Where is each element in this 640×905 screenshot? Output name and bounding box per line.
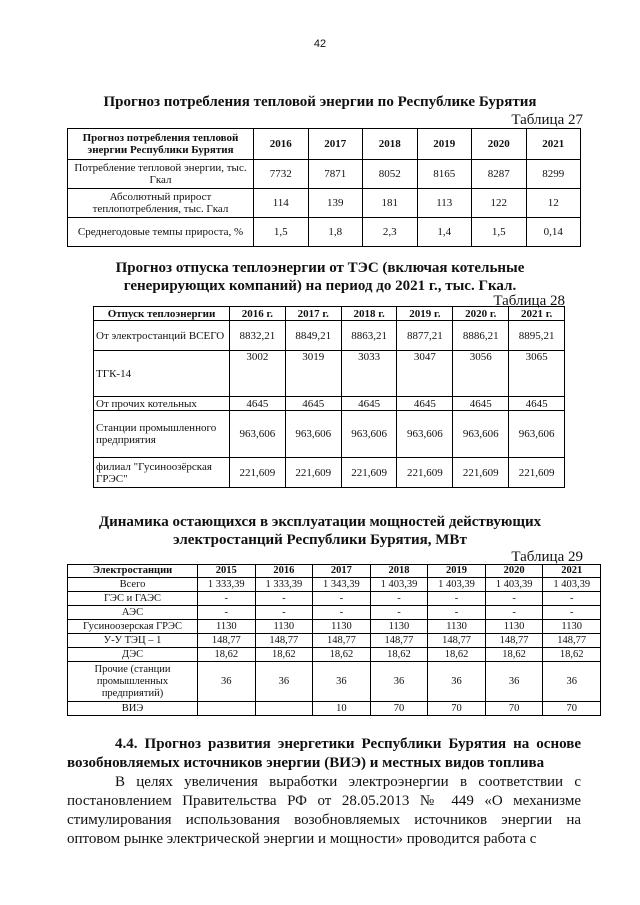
cell: 148,77 bbox=[255, 634, 313, 648]
table29-year: 2016 bbox=[255, 565, 313, 578]
cell: 221,609 bbox=[341, 458, 397, 488]
cell: 70 bbox=[428, 702, 486, 716]
cell: 70 bbox=[543, 702, 601, 716]
cell: 4645 bbox=[341, 397, 397, 411]
cell: 4645 bbox=[285, 397, 341, 411]
table27-year: 2020 bbox=[472, 129, 527, 160]
cell: - bbox=[543, 592, 601, 606]
row-label: ВИЭ bbox=[68, 702, 198, 716]
cell: 148,77 bbox=[313, 634, 371, 648]
cell: 8849,21 bbox=[285, 321, 341, 351]
table29-year: 2019 bbox=[428, 565, 486, 578]
row-label: Потребление тепловой энергии, тыс. Гкал bbox=[68, 160, 254, 189]
table29-year: 2015 bbox=[198, 565, 256, 578]
table-row bbox=[94, 397, 565, 411]
cell: - bbox=[313, 606, 371, 620]
cell: 148,77 bbox=[428, 634, 486, 648]
cell: 114 bbox=[254, 189, 309, 218]
cell: 1,8 bbox=[308, 218, 363, 247]
table-row bbox=[68, 606, 601, 620]
table-row bbox=[94, 458, 565, 488]
table29 bbox=[67, 564, 601, 716]
cell: 1130 bbox=[428, 620, 486, 634]
row-label: От прочих котельных bbox=[94, 397, 230, 411]
table29-year: 2018 bbox=[370, 565, 428, 578]
cell: - bbox=[198, 606, 256, 620]
table-row bbox=[68, 702, 601, 716]
table29-title-line2: электростанций Республики Бурятия, МВт bbox=[173, 532, 467, 548]
cell: 8886,21 bbox=[453, 321, 509, 351]
cell: - bbox=[428, 606, 486, 620]
cell: 148,77 bbox=[370, 634, 428, 648]
cell: 221,609 bbox=[453, 458, 509, 488]
cell: 963,606 bbox=[341, 411, 397, 458]
cell: 1130 bbox=[370, 620, 428, 634]
cell: 0,14 bbox=[526, 218, 581, 247]
cell: 18,62 bbox=[543, 648, 601, 662]
table-row bbox=[68, 620, 601, 634]
section-paragraph: В целях увеличения выработки электроэнергии в соответствии с постановлением Правительства РФ от 28.05.2013 № 449 «О механизме стимулирования использования возобновляемых источников энергии на оптовом рынке электрической энергии и мощности» проводится работа с bbox=[67, 774, 581, 847]
row-label: У-У ТЭЦ – 1 bbox=[68, 634, 198, 648]
table29-year: 2021 bbox=[543, 565, 601, 578]
table29-header-row bbox=[68, 565, 601, 578]
cell: 7732 bbox=[254, 160, 309, 189]
cell: 963,606 bbox=[397, 411, 453, 458]
cell: - bbox=[255, 592, 313, 606]
table27-year: 2016 bbox=[254, 129, 309, 160]
section-heading: 4.4. Прогноз развития энергетики Республики Бурятия на основе возобновляемых источников энергии (ВИЭ) и местных видов топлива bbox=[67, 736, 581, 771]
table28-caption: Таблица 28 bbox=[493, 293, 565, 309]
table29-caption: Таблица 29 bbox=[511, 549, 583, 565]
page-number: 42 bbox=[313, 38, 327, 50]
table28 bbox=[93, 306, 565, 488]
cell: 1130 bbox=[313, 620, 371, 634]
cell: 148,77 bbox=[543, 634, 601, 648]
table-row bbox=[68, 634, 601, 648]
cell: 18,62 bbox=[313, 648, 371, 662]
row-label: Гусиноозерская ГРЭС bbox=[68, 620, 198, 634]
cell: - bbox=[485, 592, 543, 606]
cell: 18,62 bbox=[485, 648, 543, 662]
table-row bbox=[68, 189, 581, 218]
table-row bbox=[94, 411, 565, 458]
table-row bbox=[94, 321, 565, 351]
cell: 18,62 bbox=[370, 648, 428, 662]
cell: - bbox=[428, 592, 486, 606]
cell: 8165 bbox=[417, 160, 472, 189]
cell: 36 bbox=[485, 662, 543, 702]
table28-year: 2019 г. bbox=[397, 307, 453, 321]
cell: 8052 bbox=[363, 160, 418, 189]
cell: 3033 bbox=[341, 351, 397, 397]
cell bbox=[255, 702, 313, 716]
table28-year: 2021 г. bbox=[509, 307, 565, 321]
table28-year: 2017 г. bbox=[285, 307, 341, 321]
cell: 1 403,39 bbox=[543, 578, 601, 592]
cell: 113 bbox=[417, 189, 472, 218]
table27-year: 2017 bbox=[308, 129, 363, 160]
table-row bbox=[68, 218, 581, 247]
table29-header-label: Электростанции bbox=[68, 565, 198, 578]
cell: 3056 bbox=[453, 351, 509, 397]
cell: 4645 bbox=[397, 397, 453, 411]
cell: 1130 bbox=[198, 620, 256, 634]
table28-title-line1: Прогноз отпуска теплоэнергии от ТЭС (включая котельные bbox=[115, 260, 525, 276]
cell: 36 bbox=[198, 662, 256, 702]
cell: 1 333,39 bbox=[255, 578, 313, 592]
row-label: ДЭС bbox=[68, 648, 198, 662]
table-row bbox=[68, 662, 601, 702]
cell: 8877,21 bbox=[397, 321, 453, 351]
row-label: Среднегодовые темпы прироста, % bbox=[68, 218, 254, 247]
table27-year: 2018 bbox=[363, 129, 418, 160]
cell: 963,606 bbox=[230, 411, 286, 458]
cell: - bbox=[198, 592, 256, 606]
table-row bbox=[68, 592, 601, 606]
cell: 36 bbox=[428, 662, 486, 702]
row-label: Всего bbox=[68, 578, 198, 592]
table27-header-label: Прогноз потребления тепловой энергии Республики Бурятия bbox=[68, 129, 254, 160]
cell: 148,77 bbox=[198, 634, 256, 648]
cell: 36 bbox=[543, 662, 601, 702]
cell: - bbox=[370, 606, 428, 620]
cell: 4645 bbox=[230, 397, 286, 411]
cell: 122 bbox=[472, 189, 527, 218]
table28-title-line2: генерирующих компаний) на период до 2021 г., тыс. Гкал. bbox=[123, 278, 517, 294]
cell: 8287 bbox=[472, 160, 527, 189]
row-label: ГЭС и ГАЭС bbox=[68, 592, 198, 606]
cell: 70 bbox=[485, 702, 543, 716]
table28-header-row bbox=[94, 307, 565, 321]
table27-caption: Таблица 27 bbox=[511, 112, 583, 128]
cell: 1 403,39 bbox=[428, 578, 486, 592]
cell: - bbox=[485, 606, 543, 620]
cell: 2,3 bbox=[363, 218, 418, 247]
table-row bbox=[68, 160, 581, 189]
cell: 8895,21 bbox=[509, 321, 565, 351]
cell: 3019 bbox=[285, 351, 341, 397]
cell: 1,4 bbox=[417, 218, 472, 247]
cell: 1130 bbox=[485, 620, 543, 634]
cell: 221,609 bbox=[285, 458, 341, 488]
cell: 148,77 bbox=[485, 634, 543, 648]
table-row bbox=[68, 648, 601, 662]
cell: - bbox=[543, 606, 601, 620]
cell: 3047 bbox=[397, 351, 453, 397]
cell: 12 bbox=[526, 189, 581, 218]
cell: 18,62 bbox=[428, 648, 486, 662]
cell: 36 bbox=[255, 662, 313, 702]
cell: 1 403,39 bbox=[370, 578, 428, 592]
row-label: Абсолютный прирост теплопотребления, тыс. Гкал bbox=[68, 189, 254, 218]
table27-year: 2021 bbox=[526, 129, 581, 160]
row-label: АЭС bbox=[68, 606, 198, 620]
cell: 1 343,39 bbox=[313, 578, 371, 592]
table28-year: 2016 г. bbox=[230, 307, 286, 321]
cell: 10 bbox=[313, 702, 371, 716]
cell: 1 403,39 bbox=[485, 578, 543, 592]
table29-year: 2020 bbox=[485, 565, 543, 578]
cell: 1,5 bbox=[472, 218, 527, 247]
cell: 70 bbox=[370, 702, 428, 716]
table27-year: 2019 bbox=[417, 129, 472, 160]
cell: 963,606 bbox=[285, 411, 341, 458]
table27-header-row bbox=[68, 129, 581, 160]
row-label: филиал "Гусиноозёрская ГРЭС" bbox=[94, 458, 230, 488]
cell: 221,609 bbox=[397, 458, 453, 488]
cell: - bbox=[255, 606, 313, 620]
cell: 8832,21 bbox=[230, 321, 286, 351]
row-label: Станции промышленного предприятия bbox=[94, 411, 230, 458]
table29-year: 2017 bbox=[313, 565, 371, 578]
cell: - bbox=[370, 592, 428, 606]
row-label: ТГК-14 bbox=[94, 351, 230, 397]
cell: 36 bbox=[313, 662, 371, 702]
table29-title-line1: Динамика остающихся в эксплуатации мощностей действующих bbox=[98, 514, 542, 530]
row-label: Прочие (станции промышленных предприятий) bbox=[68, 662, 198, 702]
cell: 963,606 bbox=[509, 411, 565, 458]
table-row bbox=[68, 578, 601, 592]
table-row bbox=[94, 351, 565, 397]
cell: 1,5 bbox=[254, 218, 309, 247]
cell: 963,606 bbox=[453, 411, 509, 458]
cell: 1130 bbox=[543, 620, 601, 634]
cell: 3065 bbox=[509, 351, 565, 397]
table28-year: 2020 г. bbox=[453, 307, 509, 321]
cell: 18,62 bbox=[255, 648, 313, 662]
cell: 1130 bbox=[255, 620, 313, 634]
table28-year: 2018 г. bbox=[341, 307, 397, 321]
table27 bbox=[67, 128, 581, 247]
cell: 139 bbox=[308, 189, 363, 218]
row-label: От электростанций ВСЕГО bbox=[94, 321, 230, 351]
cell: 3002 bbox=[230, 351, 286, 397]
cell: 18,62 bbox=[198, 648, 256, 662]
table28-header-label: Отпуск теплоэнергии bbox=[94, 307, 230, 321]
cell: 8299 bbox=[526, 160, 581, 189]
cell: 181 bbox=[363, 189, 418, 218]
cell: - bbox=[313, 592, 371, 606]
cell: 4645 bbox=[453, 397, 509, 411]
cell: 8863,21 bbox=[341, 321, 397, 351]
cell: 221,609 bbox=[230, 458, 286, 488]
cell: 221,609 bbox=[509, 458, 565, 488]
cell: 1 333,39 bbox=[198, 578, 256, 592]
cell bbox=[198, 702, 256, 716]
table27-title: Прогноз потребления тепловой энергии по Республике Бурятия bbox=[103, 94, 537, 110]
cell: 4645 bbox=[509, 397, 565, 411]
cell: 36 bbox=[370, 662, 428, 702]
cell: 7871 bbox=[308, 160, 363, 189]
